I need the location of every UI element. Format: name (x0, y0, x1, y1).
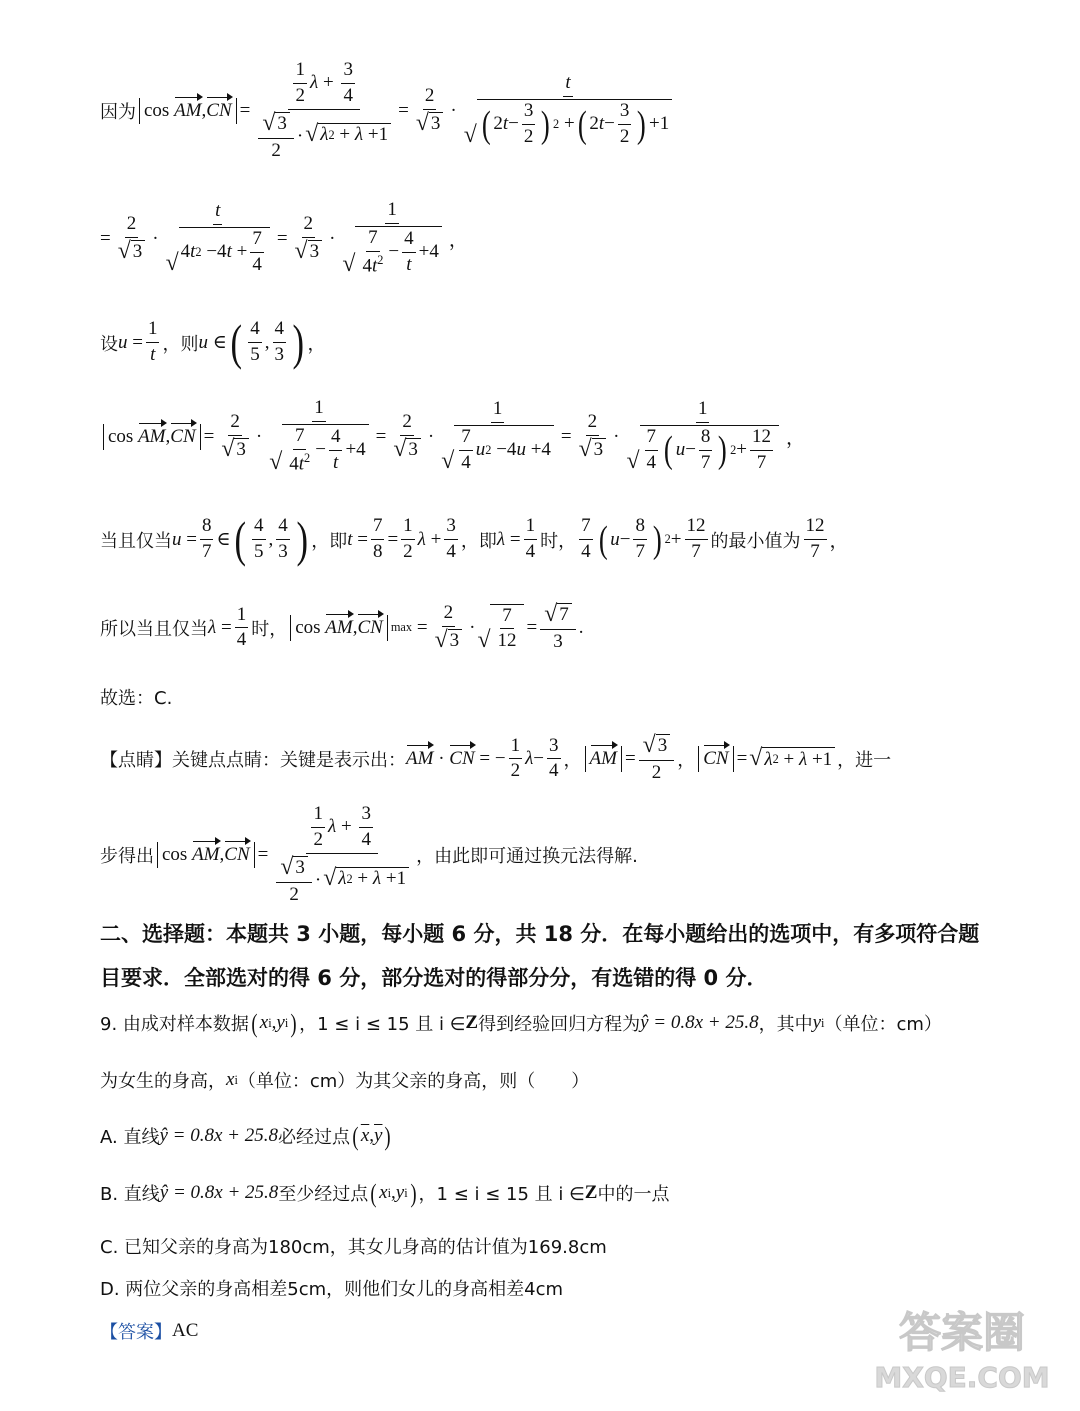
set-text: 设 (100, 333, 118, 355)
watermark-logo (862, 1303, 1062, 1395)
ie-text: ，即 (311, 530, 348, 552)
equation-line-4: cos AM , CN = 2 √ 3 · 1 √ $\frac{7}{4t^2}$ − $\frac{4}{t}$ +4 = 2 √ 3 · 1 √ $\frac{7}{4}$ u 2 −4 u +4 = 2 √ 3 · 1 √ $\frac{7}{4}$ ( u − $\frac{8}{7}$ ) 2 + $\frac{12}{7}$ ， (100, 398, 805, 475)
ie-text-2: ，即 (460, 530, 497, 552)
fraction: t √ ( 2 t − $\frac{3}{2}$ ) 2 + ( 2 t − $\frac{3}{2}$ ) +1 (460, 73, 677, 148)
q9-line2a: 为女生的身高， (100, 1071, 226, 1092)
option-b-equation: ŷ = 0.8x + 25.8 (159, 1182, 279, 1204)
option-a: A. 直线 ŷ = 0.8x + 25.8 必经过点 ( $\overline{x}$ , $\overline{y}$ ) (100, 1121, 391, 1151)
option-d: D. 两位父亲的身高相差5cm，则他们女儿的身高相差4cm (100, 1279, 564, 1300)
time-text: 时， (540, 530, 577, 552)
dianjing-end: ，由此即可通过换元法得解. (416, 845, 638, 867)
dianjing-label: 【点睛】 (100, 749, 172, 771)
abs-cos-expr: cos AM , CN (139, 98, 237, 124)
min-value-text: 的最小值为 (710, 530, 801, 552)
substitution-line: 设 u = $\frac{1}{t}$ ，则 u ∈ ( $\frac{4}{5}$ , $\frac{4}{3}$ ) ， (100, 315, 326, 370)
fraction: $\frac{1}{2}$ λ + $\frac{3}{4}$ √ 3 2 · √ λ 2 + λ +1 (253, 60, 395, 162)
comma: ， (448, 230, 468, 252)
option-a-equation: ŷ = 0.8x + 25.8 (159, 1125, 278, 1147)
dianjing-line: 【点睛】 关键点点睛：关键是表示出： AM · CN = − $\frac{1}{2}$ λ − $\frac{3}{4}$ ， AM = √ 3 2 ， CN = √ λ 2 + λ +1 ， 进一 (100, 732, 892, 783)
option-c: C. 已知父亲的身高为180cm，其女儿身高的估计值为169.8cm (100, 1237, 607, 1258)
equation-line-1: 因为 cos AM , CN = $\frac{1}{2}$ λ + $\frac{3}{4}$ √ 3 2 · √ λ 2 + λ +1 = 2 √ 3 · t √ ( 2 t − $\frac{3}{2}$ ) 2 + ( 2 t − $\frac{3}{2}$ ) +1 (100, 60, 679, 162)
conclusion-line: 所以当且仅当 λ = $\frac{1}{4}$ 时， cos AM , CN max = 2 √ 3 · √ $\frac{7}{12}$ = √ 7 3 . (100, 601, 584, 653)
option-b-cond: ，1 ≤ i ≤ 15 且 i ∈ (418, 1184, 585, 1206)
q9-Z: Z (465, 1012, 479, 1034)
because-text: 因为 (100, 101, 136, 123)
watermark-bottom-text: MXQE.COM (874, 1361, 1050, 1394)
q9-unit-x: （单位：cm）为其父亲的身高，则（ ） (237, 1071, 590, 1092)
answer-value: AC (172, 1320, 199, 1341)
watermark-top-text: 答案圈 (898, 1308, 1026, 1357)
question-9-line-2: 为女生的身高， x i （单位：cm）为其父亲的身高，则（ ） (100, 1069, 590, 1092)
q9-equation: ŷ = 0.8x + 25.8 (640, 1012, 759, 1034)
then-text: ，则 (162, 333, 199, 355)
section-heading-line-2: 目要求．全部选对的得 6 分，部分选对的得部分分，有选错的得 0 分． (100, 966, 768, 990)
dianjing-text: 关键点点睛：关键是表示出： (172, 749, 406, 771)
q9-cond: ，1 ≤ i ≤ 15 且 i ∈ (299, 1014, 466, 1036)
q9-mid: 得到经验回归方程为 (478, 1014, 641, 1036)
question-9-line-1: 9. 由成对样本数据 ( x i , y i ) ，1 ≤ i ≤ 15 且 i ∈ Z 得到经验回归方程为 ŷ = 0.8x + 25.8 ，其中 y i （单位：cm） (100, 1008, 942, 1038)
option-a-suffix: 必经过点 (277, 1127, 350, 1149)
so-text: 所以当且仅当 (100, 618, 208, 640)
q9-unit-y: （单位：cm） (824, 1014, 942, 1036)
condition-line: 当且仅当 u = $\frac{8}{7}$ ∈ ( $\frac{4}{5}$ , $\frac{4}{3}$ ) ，即 t = $\frac{7}{8}$ = $\frac{1}{2}$ λ + $\frac{3}{4}$ ，即 λ = $\frac{1}{4}$ 时， $\frac{7}{4}$ ( u − $\frac{8}{7}$ ) 2 + $\frac{12}{7}$ 的最小值为 $\frac{12}{7}$ ， (100, 512, 849, 567)
option-b-Z: Z (584, 1182, 598, 1204)
bude-text: 步得出 (100, 845, 154, 867)
answer-label: 【答案】 (100, 1322, 172, 1343)
dianjing-line-2: 步得出 cos AM , CN = $\frac{1}{2}$ λ + $\frac{3}{4}$ √ 3 2 · √ λ 2 + λ +1 ，由此即可通过换元法得解. (100, 803, 638, 905)
equation-line-2: = 2 √ 3 · t √ 4 t 2 −4 t + $\frac{7}{4}$ = 2 √ 3 · 1 √ $\frac{7}{4t^2}$ − $\frac{4}{t}$ +4 ， (100, 199, 468, 278)
option-a-prefix: A. 直线 (100, 1127, 160, 1149)
period: . (578, 616, 584, 638)
answer-line (100, 1318, 198, 1344)
q9-prefix: 9. 由成对样本数据 (100, 1014, 249, 1036)
section-heading-line-1: 二、选择题：本题共 3 小题，每小题 6 分，共 18 分．在每小题给出的选项中，有多项符合题 (100, 922, 980, 946)
jinyi-text: 进一 (855, 749, 892, 771)
option-b-suffix: 中的一点 (597, 1184, 670, 1206)
option-b: B. 直线 ŷ = 0.8x + 25.8 至少经过点 ( x i , y i ) ，1 ≤ i ≤ 15 且 i ∈ Z 中的一点 (100, 1178, 670, 1208)
q9-mid2: ，其中 (758, 1014, 813, 1036)
option-b-mid: 至少经过点 (278, 1184, 369, 1206)
option-b-prefix: B. 直线 (100, 1184, 160, 1206)
when-text: 当且仅当 (100, 530, 172, 552)
choose-line: 故选：C. (100, 688, 173, 709)
